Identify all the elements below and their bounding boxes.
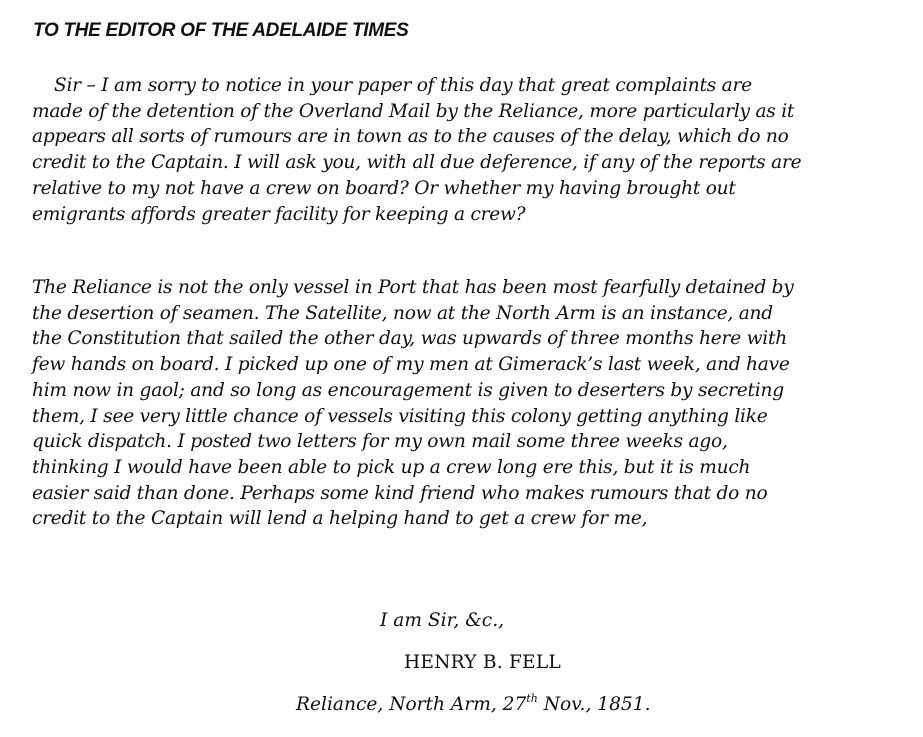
paragraph-line: them, I see very little chance of vessels visiting this colony getting anything like [32,405,768,427]
dateline-superscript: th [526,692,538,705]
paragraph-line: thinking I would have been able to pick up a crew long ere this, but it is much [32,456,751,478]
paragraph-line: Sir – I am sorry to notice in your paper of this day that great complaints are [54,75,752,96]
paragraph-line: easier said than done. Perhaps some kind friend who makes rumours that do no [32,482,768,504]
dateline-suffix: Nov., 1851. [537,694,651,715]
dateline [296,694,651,715]
paragraph-2 [32,275,794,532]
paragraph-line: The Reliance is not the only vessel in Port that has been most fearfully detained by [32,277,794,298]
paragraph-line: him now in gaol; and so long as encouragement is given to deserters by secreting [32,379,784,401]
paragraph-line: relative to my not have a crew on board? Or whether my having brought out [32,177,736,199]
paragraph-1 [32,73,801,227]
signoff: I am Sir, &c., [380,610,505,631]
signature: HENRY B. FELL [404,652,561,673]
paragraph-line: appears all sorts of rumours are in town as to the causes of the delay, which do no [32,126,789,148]
paragraph-line: made of the detention of the Overland Mail by the Reliance, more particularly as it [32,100,795,122]
paragraph-line: few hands on board. I picked up one of my men at Gimerack’s last week, and have [32,354,790,376]
paragraph-line: emigrants affords greater facility for keeping a crew? [32,203,526,225]
paragraph-line: the Constitution that sailed the other day, was upwards of three months here with [32,328,787,350]
paragraph-line: the desertion of seamen. The Satellite, now at the North Arm is an instance, and [32,302,773,324]
paragraph-line: quick dispatch. I posted two letters for my own mail some three weeks ago, [32,431,728,453]
paragraph-line: credit to the Captain. I will ask you, with all due deference, if any of the reports are [32,152,802,174]
dateline-prefix: Reliance, North Arm, 27 [296,694,527,715]
paragraph-line: credit to the Captain will lend a helping hand to get a crew for me, [32,508,648,530]
letter-heading: TO THE EDITOR OF THE ADELAIDE TIMES [33,20,409,41]
